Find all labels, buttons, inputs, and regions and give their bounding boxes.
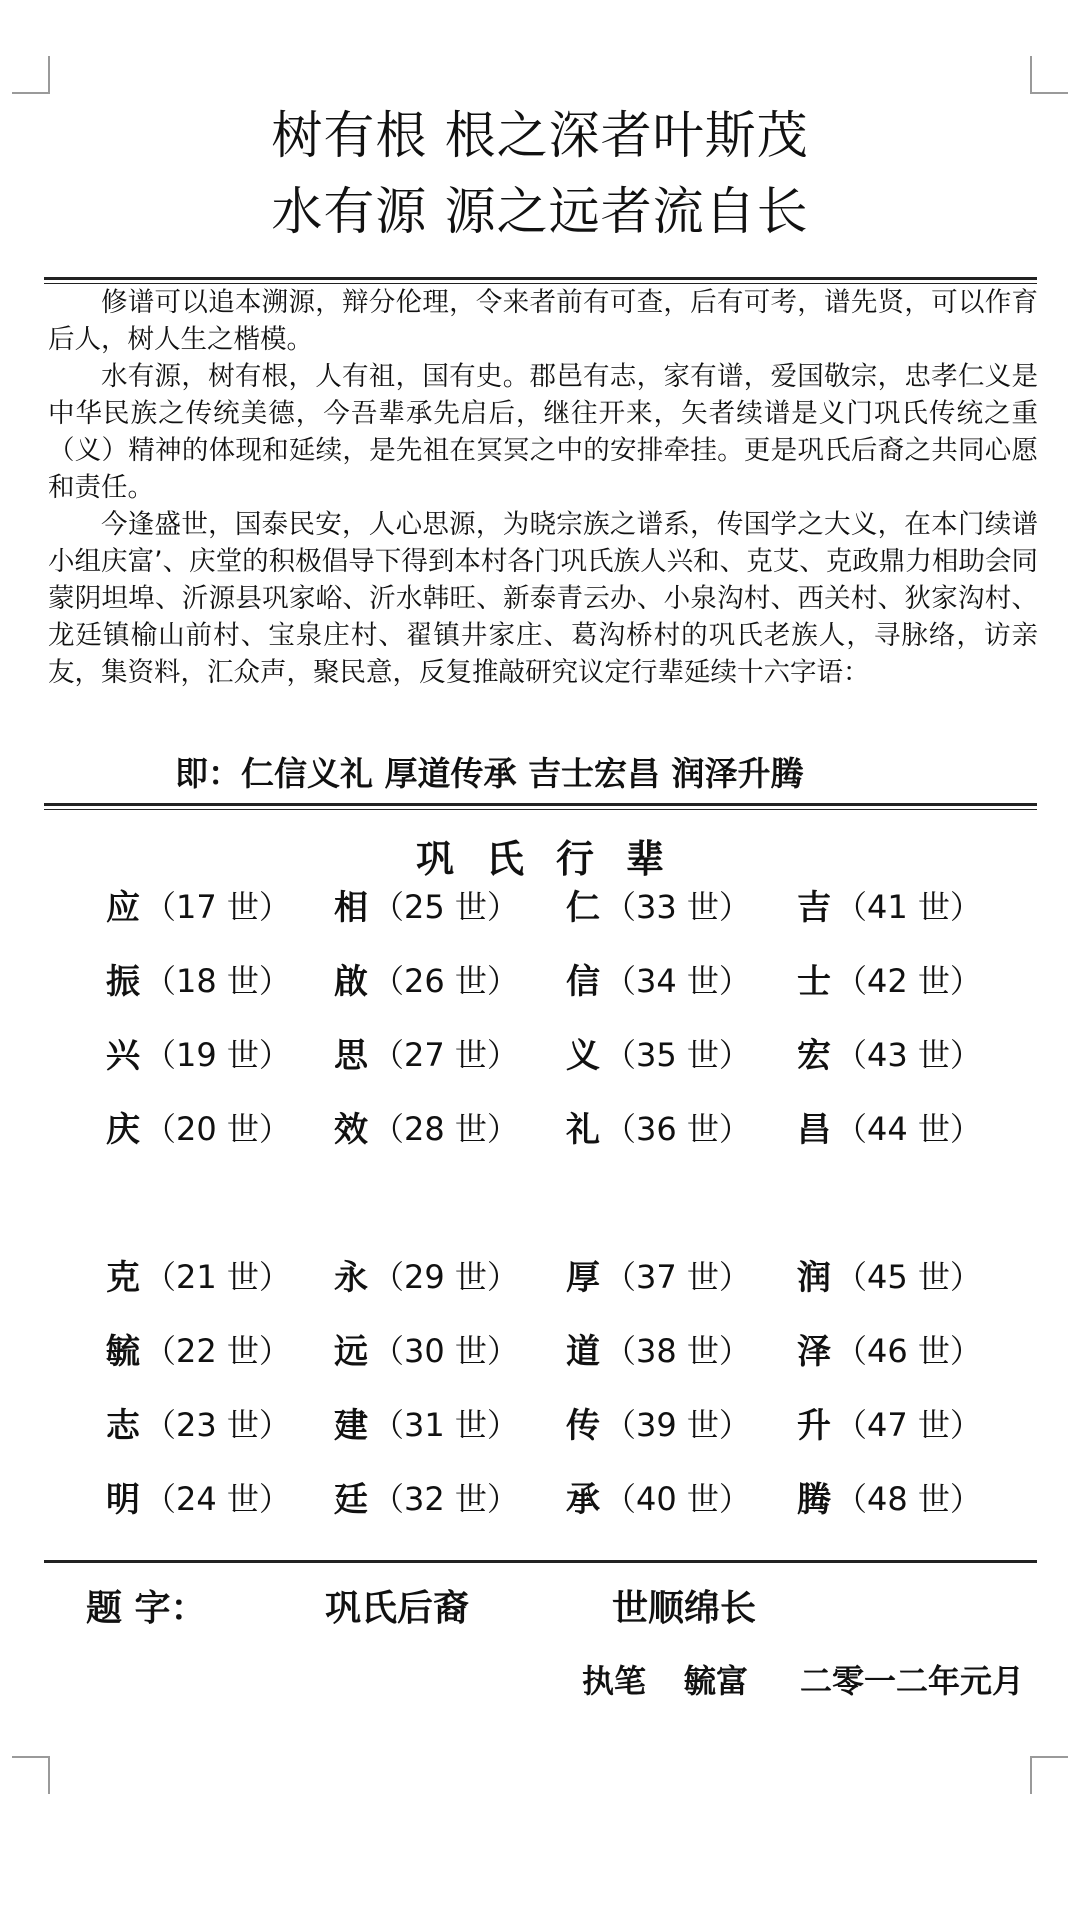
generation-number: （17 世） bbox=[144, 887, 291, 926]
generation-entry bbox=[106, 1028, 291, 1077]
inscription-text-2: 世顺绵长 bbox=[612, 1588, 757, 1629]
generation-character: 道 bbox=[566, 1332, 600, 1372]
generation-character: 效 bbox=[334, 1110, 368, 1150]
generation-number: （48 世） bbox=[835, 1479, 982, 1518]
intro-text bbox=[48, 284, 1038, 691]
generation-character: 升 bbox=[797, 1406, 831, 1446]
generation-character: 信 bbox=[566, 962, 600, 1002]
divider-middle bbox=[44, 803, 1037, 810]
inscription-label: 题 字： bbox=[86, 1588, 207, 1629]
generation-character: 士 bbox=[797, 962, 831, 1002]
divider-bottom bbox=[44, 1560, 1037, 1563]
generation-character: 应 bbox=[106, 888, 140, 928]
generation-number: （22 世） bbox=[144, 1331, 291, 1370]
generation-number: （18 世） bbox=[144, 961, 291, 1000]
generation-character: 义 bbox=[566, 1036, 600, 1076]
generation-entry bbox=[334, 1250, 519, 1299]
generation-entry bbox=[797, 1472, 982, 1521]
intro-paragraph: 水有源，树有根，人有祖，国有史。郡邑有志，家有谱，爱国敬宗，忠孝仁义是中华民族之传统美德，今吾辈承先启后，继往开来，矢者续谱是义门巩氏传统之重（义）精神的体现和延续，是先祖在冥冥之中的安排牵挂。更是巩氏后裔之共同心愿和责任。 bbox=[48, 361, 1038, 503]
generation-number: （42 世） bbox=[835, 961, 982, 1000]
generation-character: 志 bbox=[106, 1406, 140, 1446]
generation-number: （23 世） bbox=[144, 1405, 291, 1444]
generation-number: （19 世） bbox=[144, 1035, 291, 1074]
generation-number: （35 世） bbox=[604, 1035, 751, 1074]
generation-entry bbox=[334, 1028, 519, 1077]
generation-entry bbox=[334, 1324, 519, 1373]
generation-character: 建 bbox=[334, 1406, 368, 1446]
generation-character: 啟 bbox=[334, 962, 368, 1002]
generation-character: 腾 bbox=[797, 1480, 831, 1520]
generation-character: 毓 bbox=[106, 1332, 140, 1372]
generation-entry bbox=[797, 880, 982, 929]
signature-date: 二零一二年元月 bbox=[800, 1662, 1025, 1700]
signature-label: 执笔 bbox=[582, 1662, 647, 1700]
generation-number: （25 世） bbox=[372, 887, 519, 926]
crop-mark-top-left bbox=[12, 56, 50, 94]
generation-number: （41 世） bbox=[835, 887, 982, 926]
generation-entry bbox=[566, 1028, 751, 1077]
generation-character: 振 bbox=[106, 962, 140, 1002]
generation-entry bbox=[334, 1102, 519, 1151]
generation-entry bbox=[797, 1028, 982, 1077]
generation-number: （24 世） bbox=[144, 1479, 291, 1518]
generation-entry bbox=[797, 1398, 982, 1447]
generation-number: （32 世） bbox=[372, 1479, 519, 1518]
intro-paragraph: 今逢盛世，国泰民安，人心思源，为晓宗族之谱系，传国学之大义，在本门续谱小组庆富’、庆堂的积极倡导下得到本村各门巩氏族人兴和、克艾、克政鼎力相助会同蒙阴坦埠、沂源县巩家峪、沂水韩旺、新泰青云办、小泉沟村、西关村、狄家沟村、龙廷镇榆山前村、宝泉庄村、翟镇井家庄、葛沟桥村的巩氏老族人，寻脉络，访亲友，集资料，汇众声，聚民意，反复推敲研究议定行辈延续十六字语： bbox=[48, 509, 1038, 688]
motto: 即：仁信义礼 厚道传承 吉士宏昌 润泽升腾 bbox=[175, 754, 804, 793]
generation-number: （37 世） bbox=[604, 1257, 751, 1296]
generation-character: 明 bbox=[106, 1480, 140, 1520]
generation-character: 昌 bbox=[797, 1110, 831, 1150]
generation-number: （20 世） bbox=[144, 1109, 291, 1148]
intro-paragraph: 修谱可以追本溯源，辩分伦理，令来者前有可查，后有可考，谱先贤，可以作育后人，树人生之楷模。 bbox=[48, 287, 1038, 355]
generation-entry bbox=[566, 1472, 751, 1521]
generation-character: 润 bbox=[797, 1258, 831, 1298]
generation-entry bbox=[334, 1472, 519, 1521]
generation-number: （40 世） bbox=[604, 1479, 751, 1518]
generation-entry bbox=[334, 1398, 519, 1447]
generation-number: （43 世） bbox=[835, 1035, 982, 1074]
title-line-1: 树有根 根之深者叶斯茂 bbox=[271, 107, 809, 166]
generation-number: （36 世） bbox=[604, 1109, 751, 1148]
generation-entry bbox=[566, 954, 751, 1003]
title-line-2: 水有源 源之远者流自长 bbox=[271, 183, 809, 242]
generation-number: （34 世） bbox=[604, 961, 751, 1000]
generation-number: （31 世） bbox=[372, 1405, 519, 1444]
generation-entry bbox=[797, 1250, 982, 1299]
generation-number: （29 世） bbox=[372, 1257, 519, 1296]
generations-heading: 巩氏行辈 bbox=[415, 837, 696, 881]
generation-character: 宏 bbox=[797, 1036, 831, 1076]
generation-character: 廷 bbox=[334, 1480, 368, 1520]
generation-entry bbox=[106, 954, 291, 1003]
divider-top bbox=[44, 277, 1037, 284]
generation-number: （45 世） bbox=[835, 1257, 982, 1296]
generation-character: 远 bbox=[334, 1332, 368, 1372]
generation-character: 克 bbox=[106, 1258, 140, 1298]
generation-character: 承 bbox=[566, 1480, 600, 1520]
generation-number: （39 世） bbox=[604, 1405, 751, 1444]
inscription-text-1: 巩氏后裔 bbox=[325, 1588, 470, 1629]
generation-number: （28 世） bbox=[372, 1109, 519, 1148]
generation-character: 传 bbox=[566, 1406, 600, 1446]
generation-number: （27 世） bbox=[372, 1035, 519, 1074]
generation-entry bbox=[334, 954, 519, 1003]
generation-entry bbox=[334, 880, 519, 929]
generation-character: 厚 bbox=[566, 1258, 600, 1298]
generation-entry bbox=[566, 880, 751, 929]
generation-number: （26 世） bbox=[372, 961, 519, 1000]
generation-number: （46 世） bbox=[835, 1331, 982, 1370]
generation-character: 庆 bbox=[106, 1110, 140, 1150]
generation-number: （38 世） bbox=[604, 1331, 751, 1370]
crop-mark-bottom-right bbox=[1030, 1756, 1068, 1794]
generation-entry bbox=[106, 1472, 291, 1521]
generation-number: （47 世） bbox=[835, 1405, 982, 1444]
generation-entry bbox=[106, 1250, 291, 1299]
signature-name: 毓富 bbox=[684, 1662, 749, 1700]
generation-number: （44 世） bbox=[835, 1109, 982, 1148]
generation-number: （21 世） bbox=[144, 1257, 291, 1296]
generation-character: 泽 bbox=[797, 1332, 831, 1372]
generation-entry bbox=[566, 1324, 751, 1373]
crop-mark-top-right bbox=[1030, 56, 1068, 94]
generation-character: 吉 bbox=[797, 888, 831, 928]
generation-character: 仁 bbox=[566, 888, 600, 928]
generation-entry bbox=[106, 880, 291, 929]
generation-character: 思 bbox=[334, 1036, 368, 1076]
generation-character: 礼 bbox=[566, 1110, 600, 1150]
generation-entry bbox=[106, 1324, 291, 1373]
generation-entry bbox=[106, 1398, 291, 1447]
generation-character: 相 bbox=[334, 888, 368, 928]
generation-entry bbox=[566, 1398, 751, 1447]
generation-character: 兴 bbox=[106, 1036, 140, 1076]
generation-entry bbox=[106, 1102, 291, 1151]
generation-entry bbox=[566, 1102, 751, 1151]
generation-entry bbox=[797, 1324, 982, 1373]
generation-character: 永 bbox=[334, 1258, 368, 1298]
generation-entry bbox=[566, 1250, 751, 1299]
generation-entry bbox=[797, 954, 982, 1003]
generation-number: （33 世） bbox=[604, 887, 751, 926]
crop-mark-bottom-left bbox=[12, 1756, 50, 1794]
generation-entry bbox=[797, 1102, 982, 1151]
generation-number: （30 世） bbox=[372, 1331, 519, 1370]
